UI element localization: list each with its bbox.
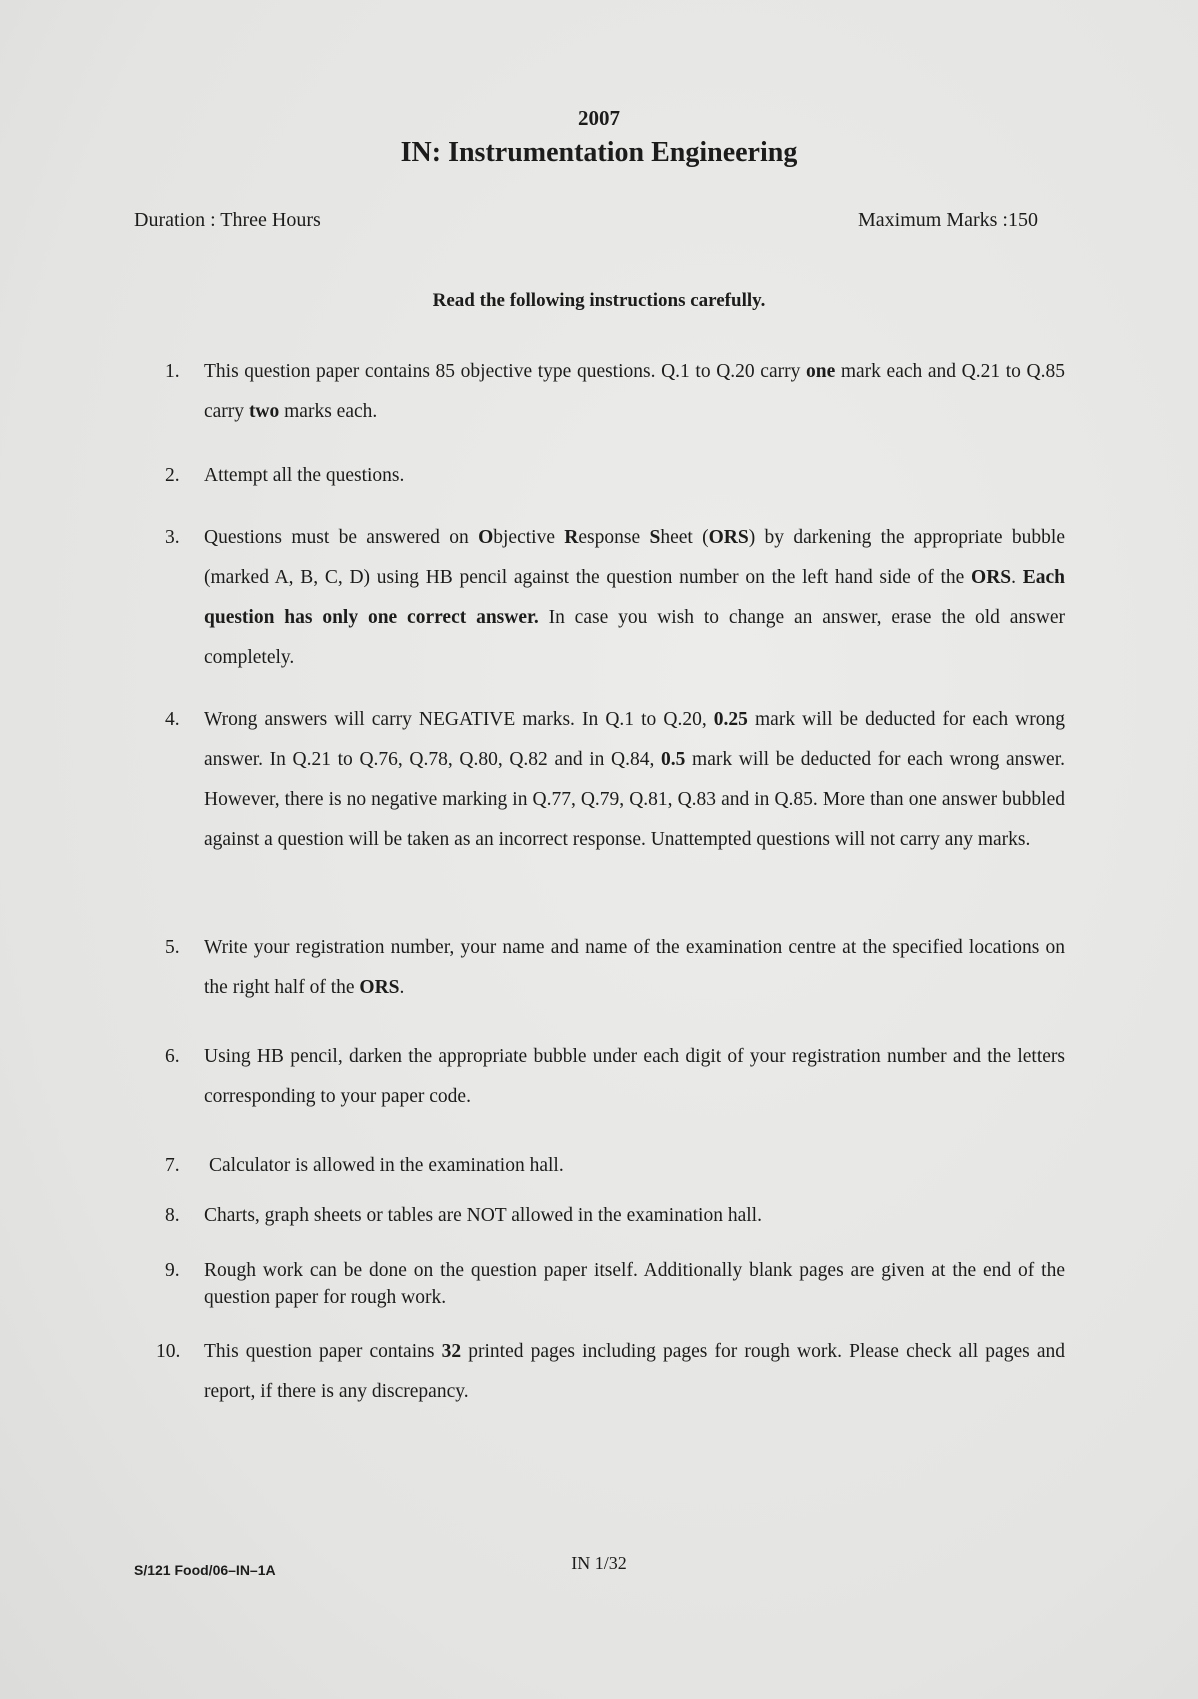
- instruction-number: 1.: [165, 361, 180, 382]
- instruction-number: 5.: [165, 937, 180, 958]
- instruction-text: Attempt all the questions.: [204, 465, 405, 486]
- instruction-item: [156, 1332, 1065, 1412]
- instruction-item: [165, 928, 1065, 1008]
- instruction-text: Questions must be answered on Objective Response Sheet (ORS) by darkening the appropriate bubble (marked A, B, C, D) using HB pencil against the question number on the left hand side of the ORS. Each question has only one correct answer. In case you wish to change an answer, erase the old answer completely.: [204, 527, 1065, 668]
- instruction-text: Wrong answers will carry NEGATIVE marks. In Q.1 to Q.20, 0.25 mark will be deducted for each wrong answer. In Q.21 to Q.76, Q.78, Q.80, Q.82 and in Q.84, 0.5 mark will be deducted for each wrong answer. However, there is no negative marking in Q.77, Q.79, Q.81, Q.83 and in Q.85. More than one answer bubbled against a question will be taken as an incorrect response. Unattempted questions will not carry any marks.: [204, 709, 1065, 850]
- instruction-item: [165, 1146, 1065, 1186]
- instructions-heading: Read the following instructions carefully.: [432, 290, 766, 311]
- instruction-item: [165, 456, 1065, 496]
- instruction-number: 6.: [165, 1046, 180, 1067]
- instruction-number: 7.: [165, 1155, 180, 1176]
- instruction-number: 2.: [165, 465, 180, 486]
- instruction-item: [165, 1037, 1065, 1117]
- instruction-text: Calculator is allowed in the examination hall.: [209, 1155, 564, 1176]
- instruction-text: Write your registration number, your name and name of the examination centre at the specified locations on the right half of the ORS.: [204, 937, 1065, 998]
- instruction-number: 4.: [165, 709, 180, 730]
- instruction-text: This question paper contains 85 objective type questions. Q.1 to Q.20 carry one mark each and Q.21 to Q.85 carry two marks each.: [204, 361, 1065, 422]
- instruction-item: [165, 518, 1065, 678]
- paper-code: S/121 Food/06–IN–1A: [134, 1562, 276, 1578]
- paper-title: IN: Instrumentation Engineering: [400, 137, 798, 168]
- instruction-item: [165, 1257, 1065, 1311]
- instruction-item: [165, 700, 1065, 860]
- exam-year: 2007: [578, 106, 620, 130]
- instruction-item: [165, 352, 1065, 432]
- instruction-text: Rough work can be done on the question paper itself. Additionally blank pages are given at the end of the question paper for rough work.: [204, 1260, 1065, 1308]
- instruction-number: 9.: [165, 1260, 180, 1281]
- instruction-item: [165, 1196, 1065, 1236]
- instruction-text: This question paper contains 32 printed pages including pages for rough work. Please check all pages and report, if there is any discrepancy.: [204, 1341, 1065, 1402]
- instruction-number: 10.: [156, 1341, 181, 1362]
- instruction-number: 3.: [165, 527, 180, 548]
- duration: Duration : Three Hours: [134, 209, 321, 231]
- maximum-marks: Maximum Marks :150: [858, 209, 1038, 231]
- instruction-text: Using HB pencil, darken the appropriate bubble under each digit of your registration number and the letters corresponding to your paper code.: [204, 1046, 1065, 1107]
- page-number: IN 1/32: [571, 1553, 627, 1573]
- instruction-text: Charts, graph sheets or tables are NOT allowed in the examination hall.: [204, 1205, 762, 1226]
- instruction-number: 8.: [165, 1205, 180, 1226]
